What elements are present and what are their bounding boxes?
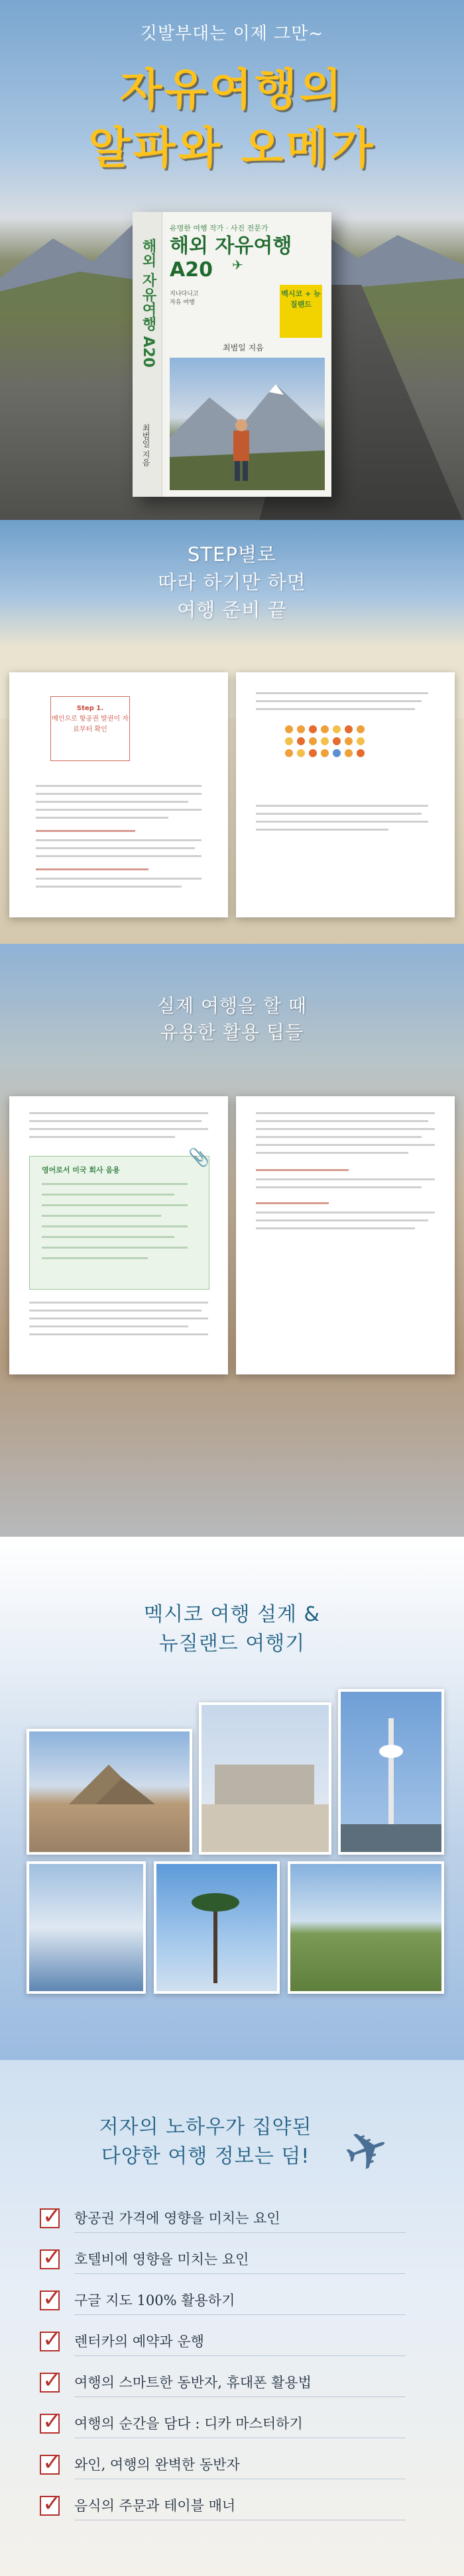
mexico-title-line1: 멕시코 여행 설계 & (144, 1603, 320, 1626)
book-page-left (9, 1096, 228, 1374)
info-list-item (40, 2245, 411, 2276)
step-title-line1: STEP별로 (188, 543, 276, 566)
info-list-item (40, 2492, 411, 2522)
book-cover (133, 212, 331, 497)
book-spine (133, 212, 162, 497)
callout-body: 메인으로 항공권 발권이 자료부터 확인 (52, 715, 129, 733)
info-item-label: 여행의 순간을 담다 : 디카 마스터하기 (74, 2416, 303, 2432)
book-cover-photo (170, 358, 325, 490)
checkbox-icon: ✓ (40, 2332, 60, 2351)
info-list-item (40, 2287, 411, 2317)
palm-beach-photo (154, 1861, 280, 1994)
step-section (0, 520, 464, 944)
sheep-field-photo (288, 1861, 444, 1994)
book-subtitle: 유명한 여행 작가 · 사진 전문가 (170, 224, 268, 232)
checkbox-icon: ✓ (40, 2249, 60, 2269)
tips-section (0, 944, 464, 1537)
airplane-icon: ✈ (232, 257, 243, 273)
info-list-item (40, 2328, 411, 2358)
info-title-line2: 다양한 여행 정보는 덤! (101, 2145, 310, 2168)
info-title-line1: 저자의 노하우가 집약된 (99, 2116, 312, 2139)
book-page-left (9, 672, 228, 917)
book-author-block: 지나다니고 자유 여행 (170, 291, 199, 306)
info-item-label: 여행의 스마트한 동반자, 휴대폰 활용법 (74, 2375, 312, 2391)
hero-section (0, 0, 464, 520)
book-page-right (236, 1096, 455, 1374)
book-badge: 멕시코 + 뉴질랜드 (280, 285, 322, 338)
step-title-line2: 따라 하기만 하면 (158, 571, 306, 593)
book-title-line2: A20 (170, 258, 213, 282)
info-list-item (40, 2204, 411, 2235)
hero-title-line2: 알파와 오메가 (88, 123, 376, 174)
book-spine-title: 해외 자유여행 A20 (140, 238, 156, 368)
sky-tower-photo (338, 1689, 444, 1855)
book-author-name: 최범일 지음 (223, 343, 264, 352)
checkbox-icon: ✓ (40, 2414, 60, 2434)
info-list-item (40, 2451, 411, 2481)
checkbox-icon: ✓ (40, 2208, 60, 2228)
info-item-label: 호텔비에 영향을 미치는 요인 (74, 2251, 249, 2267)
mexico-nz-section (0, 1537, 464, 2060)
book-page-right (236, 672, 455, 917)
info-item-label: 렌터카의 예약과 운행 (74, 2334, 204, 2349)
tips-title-line2: 유용한 활용 팁들 (160, 1021, 304, 1043)
info-item-label: 구글 지도 100% 활용하기 (74, 2293, 235, 2308)
info-item-label: 와인, 여행의 완벽한 동반자 (74, 2457, 240, 2473)
book-title-line1: 해외 자유여행 (170, 234, 292, 258)
hiker-illustration (170, 358, 325, 490)
hero-tagline: 깃발부대는 이제 그만~ (140, 24, 324, 44)
tips-box-heading: 영어로서 미국 회사 음용 (42, 1166, 120, 1174)
checkbox-icon: ✓ (40, 2373, 60, 2393)
info-list-item (40, 2369, 411, 2399)
callout-heading: Step 1. (76, 705, 104, 712)
checkbox-icon: ✓ (40, 2291, 60, 2310)
pyramid-photo (27, 1729, 192, 1855)
book-spine-author: 최범일 지음 (141, 424, 150, 466)
checkbox-icon: ✓ (40, 2496, 60, 2516)
info-section (0, 2060, 464, 2576)
book-title (170, 234, 292, 282)
info-list-item (40, 2410, 411, 2440)
checkbox-icon: ✓ (40, 2455, 60, 2475)
step-title-line3: 여행 준비 끝 (177, 599, 287, 621)
hero-title-line1: 자유여행의 (119, 64, 345, 115)
paperclip-icon: 📎 (188, 1148, 210, 1168)
lake-photo (27, 1861, 146, 1994)
step-callout (50, 696, 130, 761)
info-item-label: 음식의 주문과 테이블 매너 (74, 2498, 236, 2514)
plaza-photo (199, 1702, 331, 1855)
airplane-icon: ✈ (335, 2114, 398, 2187)
fare-calendar-image (285, 725, 418, 792)
tips-title-line1: 실제 여행을 할 때 (156, 995, 308, 1017)
mexico-title-line2: 뉴질랜드 여행기 (158, 1632, 306, 1655)
tips-box (29, 1156, 209, 1290)
info-item-label: 항공권 가격에 영향을 미치는 요인 (74, 2210, 280, 2226)
